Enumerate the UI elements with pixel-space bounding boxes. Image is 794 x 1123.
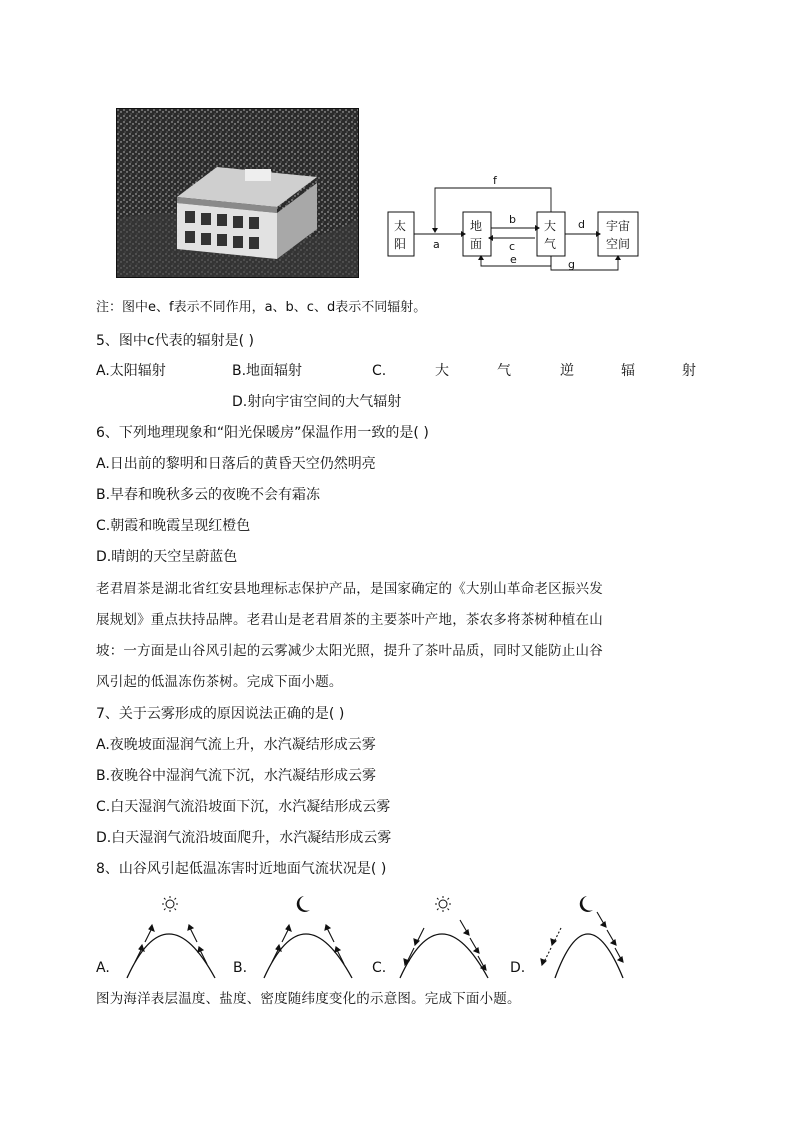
sunroom-house-photo [116,108,359,278]
arrow-label-e: e [510,253,517,266]
figure-note: 注：图中e、f表示不同作用，a、b、c、d表示不同辐射。 [96,300,427,315]
q7-option-d[interactable]: D.白天湿润气流沿坡面爬升，水汽凝结形成云雾 [96,830,392,846]
passage-line: 展规划》重点扶持品牌。老君山是老君眉茶的主要茶叶产地，茶农多将茶树种植在山 [96,612,603,628]
arrow-label-a: a [433,238,440,251]
q8-diagram-c [388,890,518,980]
box-sun-char2: 阳 [394,237,407,251]
q7-option-b[interactable]: B.夜晚谷中湿润气流下沉，水汽凝结形成云雾 [96,768,377,784]
q8-option-a[interactable]: A. [96,960,110,976]
q5-option-c-char: 逆 [560,363,574,379]
moon-icon [580,896,593,912]
passage-line: 老君眉茶是湖北省红安县地理标志保护产品，是国家确定的《大别山革命老区振兴发 [96,581,603,597]
box-ground-char1: 地 [470,219,483,233]
q8-diagram-b [252,890,382,980]
box-sun-char1: 太 [394,219,407,233]
q5-option-c-char: 辐 [621,363,635,379]
passage-line: 风引起的低温冻伤茶树。完成下面小题。 [96,674,343,690]
q8-option-d[interactable]: D. [510,960,526,976]
q8-stem: 8、山谷风引起低温冻害时近地面气流状况是( ) [96,861,387,877]
q5-option-d[interactable]: D.射向宇宙空间的大气辐射 [232,394,402,410]
q7-stem: 7、关于云雾形成的原因说法正确的是( ) [96,706,345,722]
q6-option-c[interactable]: C.朝霞和晚霞呈现红橙色 [96,518,251,534]
q6-stem: 6、下列地理现象和“阳光保暖房”保温作用一致的是( ) [96,425,429,441]
q5-option-c-char: 大 [435,363,449,379]
q5-option-a[interactable]: A.太阳辐射 [96,363,166,379]
passage-line: 坡：一方面是山谷风引起的云雾减少太阳光照，提升了茶叶品质，同时又能防止山谷 [96,643,603,659]
sun-icon [162,896,178,912]
moon-icon [297,896,310,912]
q5-option-c-label[interactable]: C. [372,363,387,379]
next-figure-caption: 图为海洋表层温度、盐度、密度随纬度变化的示意图。完成下面小题。 [96,991,521,1007]
box-space-line1: 宇宙 [606,219,631,233]
box-atmos-char2: 气 [544,237,557,251]
box-ground-char2: 面 [470,237,483,251]
q7-option-a[interactable]: A.夜晚坡面湿润气流上升，水汽凝结形成云雾 [96,737,376,753]
box-atmos-char1: 大 [544,219,557,233]
q7-option-c[interactable]: C.白天湿润气流沿坡面下沉，水汽凝结形成云雾 [96,799,391,815]
arrow-label-g: g [568,258,575,271]
arrow-label-f: f [493,174,497,187]
q5-option-b[interactable]: B.地面辐射 [232,363,303,379]
sun-icon [435,896,451,912]
q8-diagram-d [525,890,655,980]
q6-option-a[interactable]: A.日出前的黎明和日落后的黄昏天空仍然明亮 [96,456,376,472]
q5-stem: 5、图中c代表的辐射是( ) [96,333,254,349]
arrow-label-d: d [578,218,585,231]
arrow-label-b: b [509,213,516,226]
arrow-label-c: c [509,240,516,253]
q6-option-d[interactable]: D.晴朗的天空呈蔚蓝色 [96,549,238,565]
q8-option-c[interactable]: C. [372,960,387,976]
q5-option-c-char: 射 [682,363,696,379]
q8-option-b[interactable]: B. [233,960,248,976]
q6-option-b[interactable]: B.早春和晚秋多云的夜晚不会有霜冻 [96,487,321,503]
radiation-diagram [385,170,640,275]
box-space-line2: 空间 [606,237,631,251]
q8-diagram-a [115,890,248,980]
q5-option-c-char: 气 [497,363,511,379]
